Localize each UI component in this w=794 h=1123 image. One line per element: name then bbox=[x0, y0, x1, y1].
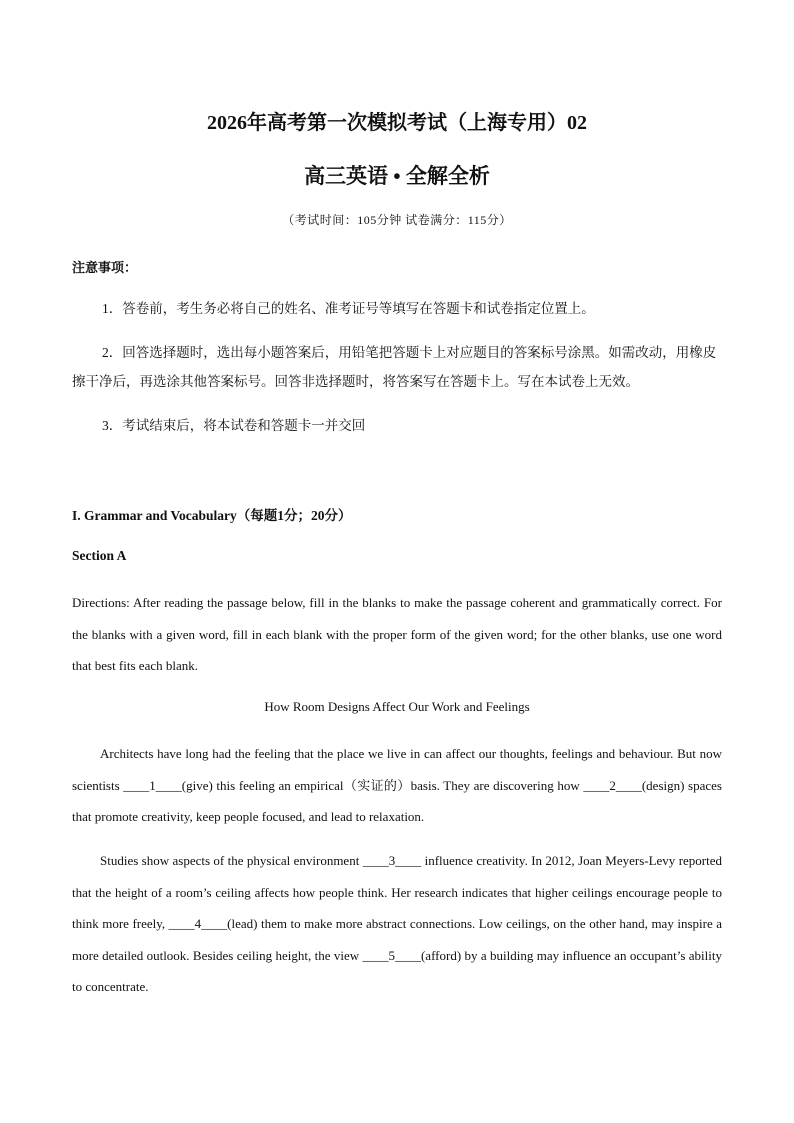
notice-item-3 bbox=[72, 411, 722, 440]
notice-item-text: 3．考试结束后，将本试卷和答题卡一并交回 bbox=[102, 418, 366, 433]
section-heading: Section A bbox=[72, 548, 127, 563]
notice-item-text: 2．回答选择题时，选出每小题答案后，用铅笔把答题卡上对应题目的答案标号涂黑。如需改动，用橡皮擦干净后，再选涂其他答案标号。回答非选择题时，将答案写在答题卡上。写在本试卷上无效。 bbox=[72, 345, 717, 389]
passage-paragraph-1 bbox=[72, 738, 722, 833]
paragraph-text: Architects have long had the feeling that the place we live in can affect our thoughts, feelings and behaviour. But now scientists ____1____(give) this feeling an empirical（实证的）basis. They are discovering how ____2____(design) spaces that promote creativity, keep people focused, and lead to relaxation. bbox=[72, 746, 722, 824]
passage-title: How Room Designs Affect Our Work and Feelings bbox=[264, 699, 530, 714]
part-heading: I. Grammar and Vocabulary（每题1分；20分） bbox=[72, 508, 352, 523]
notice-heading: 注意事项： bbox=[72, 260, 138, 275]
notice-item-text: 1．答卷前，考生务必将自己的姓名、准考证号等填写在答题卡和试卷指定位置上。 bbox=[102, 301, 595, 316]
paragraph-text: Studies show aspects of the physical environment ____3____ influence creativity. In 2012, Joan Meyers-Levy reported that the height of a room’s ceiling affects how people think. Her research indicates that higher ceilings encourage people to think more freely, ____4____(lead) them to make more abstract connections. Low ceilings, on the other hand, may inspire a more detailed outlook. Besides ceiling height, the view ____5____(afford) by a building may influence an occupant’s ability to concentrate. bbox=[72, 853, 722, 994]
page-title: 2026年高考第一次模拟考试（上海专用）02 bbox=[207, 112, 587, 134]
directions bbox=[72, 587, 722, 682]
passage-paragraph-2 bbox=[72, 845, 722, 1003]
directions-text: Directions: After reading the passage below, fill in the blanks to make the passage coherent and grammatically correct. For the blanks with a given word, fill in each blank with the proper form of the given word; for the other blanks, use one word that best fits each blank. bbox=[72, 595, 722, 673]
exam-info: （考试时间：105分钟 试卷满分：115分） bbox=[282, 213, 512, 227]
page-subtitle: 高三英语 • 全解全析 bbox=[304, 164, 490, 188]
notice-item-2 bbox=[72, 338, 722, 396]
notice-item-1 bbox=[72, 294, 722, 323]
